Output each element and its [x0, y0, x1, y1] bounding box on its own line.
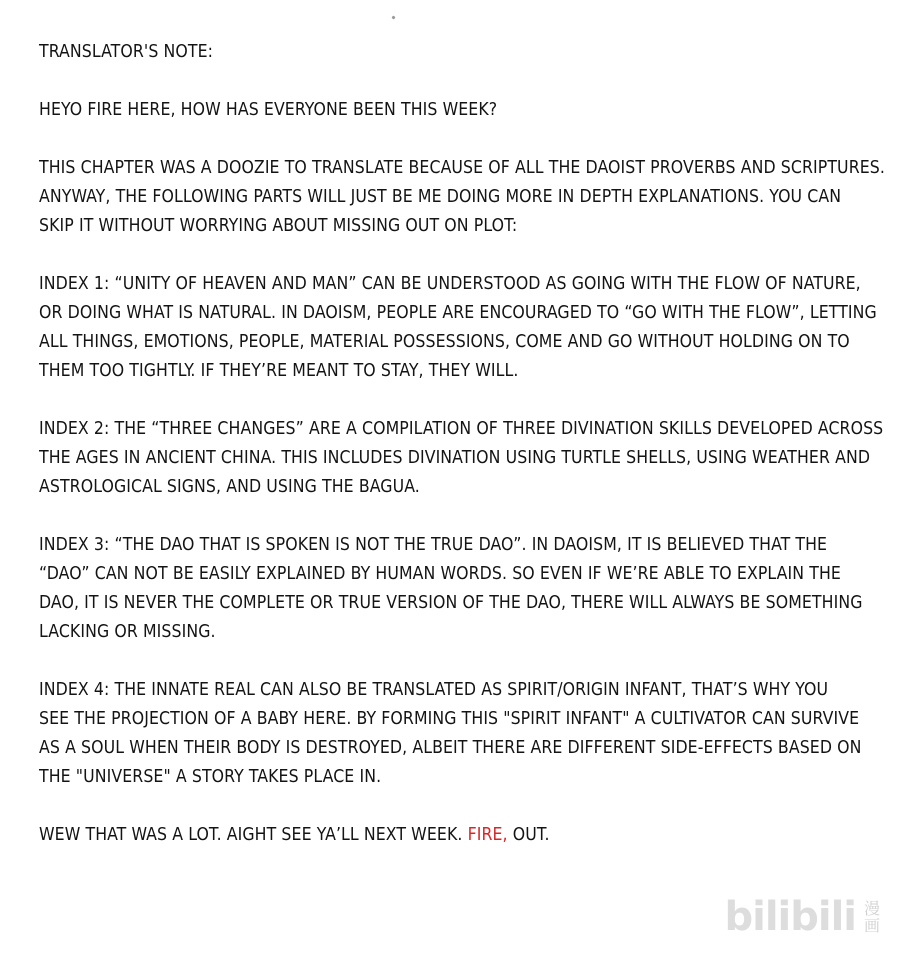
stray-mark — [391, 15, 395, 19]
index-1-line: INDEX 1: “UNITY OF HEAVEN AND MAN” CAN BE UNDERSTOOD AS GOING WITH THE FLOW OF NATURE, — [39, 274, 861, 294]
note-index-4 — [39, 676, 871, 792]
note-greeting — [39, 96, 871, 125]
note-signoff — [39, 821, 871, 850]
note-index-1 — [39, 270, 877, 386]
signoff-line — [39, 821, 871, 850]
index-4-line: AS A SOUL WHEN THEIR BODY IS DESTROYED, ALBEIT THERE ARE DIFFERENT SIDE-EFFECTS BASED ON — [39, 738, 862, 758]
bilibili-logo: bilibili — [724, 894, 856, 940]
note-index-2 — [39, 415, 884, 502]
note-index-3 — [39, 531, 871, 647]
index-1-line: THEM TOO TIGHTLY. IF THEY’RE MEANT TO STAY, THEY WILL. — [39, 361, 519, 381]
intro-line: ANYWAY, THE FOLLOWING PARTS WILL JUST BE ME DOING MORE IN DEPTH EXPLANATIONS. YOU CAN — [39, 187, 842, 207]
index-2-line: ASTROLOGICAL SIGNS, AND USING THE BAGUA. — [39, 477, 420, 497]
note-heading — [39, 38, 871, 67]
index-1-line: ALL THINGS, EMOTIONS, PEOPLE, MATERIAL POSSESSIONS, COME AND GO WITHOUT HOLDING ON TO — [39, 332, 850, 352]
note-intro — [39, 154, 885, 241]
signoff-before: WEW THAT WAS A LOT. AIGHT SEE YA’LL NEXT WEEK. — [39, 825, 463, 845]
index-4-line: SEE THE PROJECTION OF A BABY HERE. BY FORMING THIS "SPIRIT INFANT" A CULTIVATOR CAN SURVIVE — [39, 709, 860, 729]
index-1-line: OR DOING WHAT IS NATURAL. IN DAOISM, PEOPLE ARE ENCOURAGED TO “GO WITH THE FLOW”, LETTING — [39, 303, 877, 323]
bilibili-manga-watermark — [724, 894, 882, 940]
signoff-fire-highlight: FIRE, — [467, 825, 508, 845]
intro-line: THIS CHAPTER WAS A DOOZIE TO TRANSLATE BECAUSE OF ALL THE DAOIST PROVERBS AND SCRIPTURES. — [39, 158, 885, 178]
note-heading-text: TRANSLATOR'S NOTE: — [39, 42, 214, 62]
index-3-line: “DAO” CAN NOT BE EASILY EXPLAINED BY HUMAN WORDS. SO EVEN IF WE’RE ABLE TO EXPLAIN THE — [39, 564, 841, 584]
note-greeting-text: HEYO FIRE HERE, HOW HAS EVERYONE BEEN THIS WEEK? — [39, 100, 498, 120]
index-3-line: LACKING OR MISSING. — [39, 622, 216, 642]
index-4-line: THE "UNIVERSE" A STORY TAKES PLACE IN. — [39, 767, 382, 787]
intro-line: SKIP IT WITHOUT WORRYING ABOUT MISSING OUT ON PLOT: — [39, 216, 518, 236]
manga-logo-mark: 漫画 — [863, 899, 880, 935]
translator-note — [39, 38, 885, 879]
index-3-line: INDEX 3: “THE DAO THAT IS SPOKEN IS NOT THE TRUE DAO”. IN DAOISM, IT IS BELIEVED THAT THE — [39, 535, 828, 555]
index-2-line: INDEX 2: THE “THREE CHANGES” ARE A COMPILATION OF THREE DIVINATION SKILLS DEVELOPED ACROSS — [39, 419, 884, 439]
index-4-line: INDEX 4: THE INNATE REAL CAN ALSO BE TRANSLATED AS SPIRIT/ORIGIN INFANT, THAT’S WHY YOU — [39, 680, 829, 700]
index-2-line: THE AGES IN ANCIENT CHINA. THIS INCLUDES DIVINATION USING TURTLE SHELLS, USING WEATHER AND — [39, 448, 871, 468]
index-3-line: DAO, IT IS NEVER THE COMPLETE OR TRUE VERSION OF THE DAO, THERE WILL ALWAYS BE SOMETHING — [39, 593, 863, 613]
signoff-after: OUT. — [512, 825, 550, 845]
